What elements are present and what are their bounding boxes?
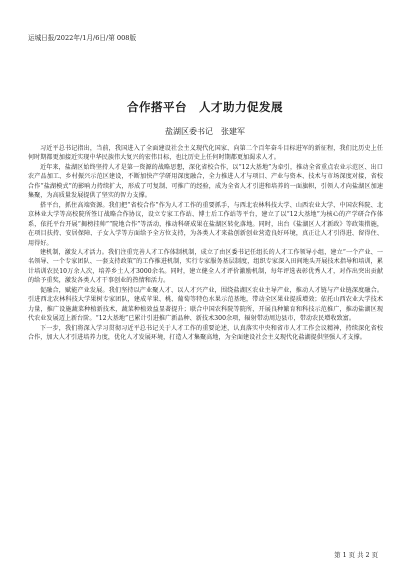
newspaper-source-line: 运城日报/2022年/1月/6日/第 008版	[28, 34, 137, 42]
paragraph-6: 下一步，我们将深入学习贯彻习近平总书记关于人才工作的重要论述，认真落实中央和省市人才工作会议精神，持续深化省校合作，加大人才引进培养力度，优化人才发展环境，打造人才集聚高地，为全面建设社会主义现代化盐湖提供坚强人才支撑。	[28, 324, 383, 342]
paragraph-5: 促融合，赋能产业发展。我们坚持以产业聚人才、以人才兴产业，围绕盐湖区农业主导产业，推动人才链与产业链深度融合。引进西北农林科技大学果树专家团队，建成苹果、桃、葡萄等特色水果示范基地，带动全区果业提质增效；依托山西农业大学技术力量，推广设施蔬菜种植新技术，蔬菜种植效益显著提升；联合中国农科院等院所，开展良种繁育和科技示范推广，推动盐湖区现代农业发展迈上新台阶。“12大基地”已累计引进推广新品种、新技术300余项，辐射带动周边县市，带动农民增收致富。	[28, 286, 383, 323]
paragraph-4: 建机制，激发人才活力。我们注重完善人才工作体制机制，成立了由区委书记任组长的人才工作领导小组，建立“一个产业、一名领导、一个专家团队、一套支持政策”的工作推进机制，实行专家服务基层制度，组织专家深入田间地头开展技术指导和培训，累计培训农民10万余人次，培养乡土人才3000余名。同时，建立健全人才评价激励机制，每年评选表彰优秀人才，对作出突出贡献的给予重奖，激发各类人才干事创业的热情和活力。	[28, 248, 383, 285]
page-number: 第 1 页 共 2 页	[334, 551, 378, 559]
article-body	[28, 144, 383, 343]
article-title: 合作搭平台 人才助力促发展	[127, 100, 283, 114]
paragraph-2: 近年来，盐湖区始终坚持人才是第一资源的战略思想，深化省校合作，以“12大基地”为牵引，推动全省重点农业示范区、出口农产品加工、乡村振兴示范区建设，不断加快产学研用深度融合，全力推进人才与项目、产业与资本、技术与市场深度对接，省校合作“盐湖模式”的影响力持续扩大，形成了可复制、可推广的经验，成为全省人才引进和培养的一面旗帜，引领人才向盐湖区加速集聚，为高质量发展提供了坚实的智力支撑。	[28, 163, 383, 200]
paragraph-3: 搭平台，抓住高端资源。我们把“省校合作”作为人才工作的重要抓手，与西北农林科技大学、山西农业大学、中国农科院、北京林业大学等高校院所签订战略合作协议，设立专家工作站、博士后工作站等平台，建立了以“12大基地”为核心的产学研合作体系，依托平台开展“揭榜挂帅”“院地合作”等活动，推动科研成果在盐湖区转化落地。同时，出台《盐湖区人才新政》等政策措施，在项目扶持、安居保障、子女入学等方面给予全方位支持，为各类人才来盐创新创业营造良好环境，真正让人才引得进、留得住、用得好。	[28, 201, 383, 247]
article-author: 盐湖区委书记 张建军	[165, 127, 245, 136]
paragraph-1: 习近平总书记指出，当前，我国进入了全面建设社会主义现代化国家、向第二个百年奋斗目标进军的新征程，我们比历史上任何时期都更加接近实现中华民族伟大复兴的宏伟目标，也比历史上任何时期都更加渴求人才。	[28, 145, 383, 162]
